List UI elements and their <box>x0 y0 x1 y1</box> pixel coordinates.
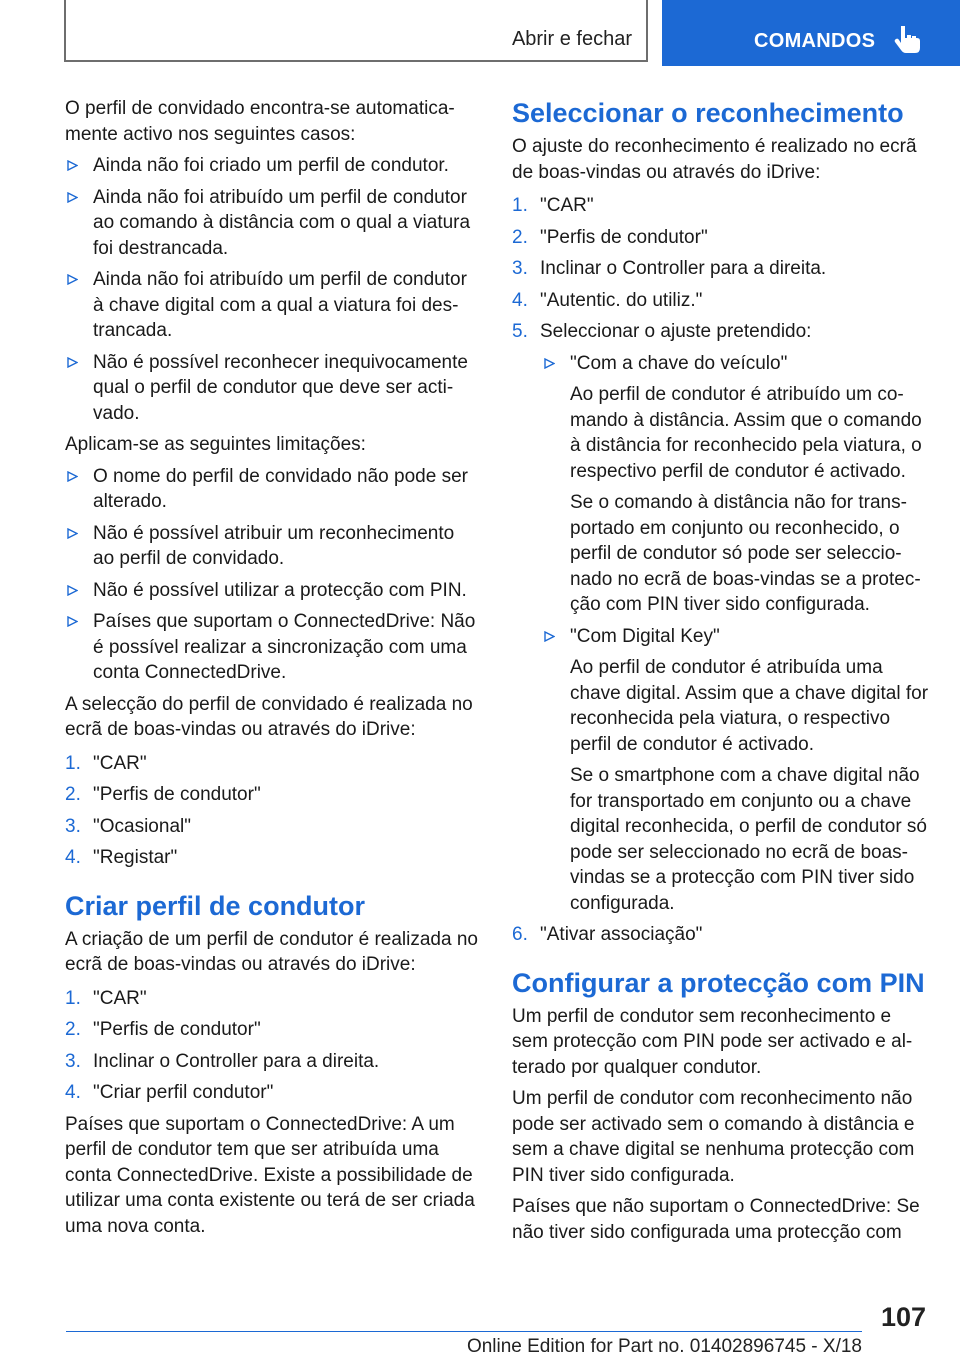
right-column <box>512 96 932 1251</box>
section-heading: Criar perfil de condutor <box>65 890 366 921</box>
list-item: 3. Inclinar o Controller para a direita. <box>65 1050 380 1072</box>
pin-paragraph: Países que não suportam o ConnectedDrive: Se não tiver sido configurada uma protecção com <box>512 1196 920 1243</box>
sub-paragraph: Se o smartphone com a chave digital não for transportado em conjunto ou a chave digital reconhecida, o perfil de condutor só pode ser seleccionado no ecrã de boas-vindas se a protecção com PIN tiver sido configurada. <box>570 765 928 914</box>
page-header <box>0 0 960 66</box>
section-header-box <box>64 0 648 62</box>
list-item: 4. "Criar perfil condutor" <box>65 1082 274 1103</box>
triangle-bullet-icon <box>67 585 78 596</box>
list-item: 6. "Ativar associação" <box>512 924 703 945</box>
triangle-bullet-icon <box>67 160 78 171</box>
bullet-item: Não é possível reconhecer inequivocamente qual o perfil de condutor que deve ser acti-vado. <box>65 350 479 427</box>
list-item: 2. "Perfis de condutor" <box>65 1019 261 1040</box>
bullet-item: Não é possível utilizar a protecção com PIN. <box>65 578 479 604</box>
pin-paragraph: Um perfil de condutor sem reconhecimento e sem protecção com PIN pode ser activado e al-terado por qualquer condutor. <box>512 1005 913 1078</box>
connecteddrive-note: Países que suportam o ConnectedDrive: A um perfil de condutor tem que ser atribuída uma conta ConnectedDrive. Existe a possibilidade de utilizar uma conta existente ou terá de ser criada uma nova conta. <box>65 1113 475 1237</box>
section-heading: Configurar a protecção com PIN <box>512 967 925 998</box>
bullet-item: "Com Digital Key" <box>542 624 932 650</box>
recognition-intro: O ajuste do reconhecimento é realizado no ecrã de boas-vindas ou através do iDrive: <box>512 136 917 183</box>
footer-divider <box>66 1331 862 1332</box>
left-column <box>65 96 479 1245</box>
section-heading: Seleccionar o reconhecimento <box>512 98 904 128</box>
triangle-bullet-icon <box>67 192 78 203</box>
list-item: 2. "Perfis de condutor" <box>512 226 708 248</box>
footer-text: Online Edition for Part no. 01402896745 - X/18 <box>466 1336 862 1357</box>
triangle-bullet-icon <box>67 528 78 539</box>
list-item: 3. "Ocasional" <box>65 815 191 837</box>
bullet-item: O nome do perfil de convidado não pode ser alterado. <box>65 464 479 515</box>
sub-paragraph: Se o comando à distância não for trans-portado em conjunto ou reconhecido, o perfil de condutor só pode ser seleccio-nado no ecrã de boas-vindas se a protec-ção com PIN tiver sido configurada. <box>570 492 921 615</box>
bullet-item: "Com a chave do veículo" <box>542 351 932 377</box>
list-item: 4. "Registar" <box>65 847 178 868</box>
pin-paragraph: Um perfil de condutor com reconhecimento não pode ser activado sem o comando à distância e sem a chave digital se nenhuma protecção com PIN tiver sido configurada. <box>512 1088 915 1186</box>
triangle-bullet-icon <box>67 471 78 482</box>
sub-paragraph: Ao perfil de condutor é atribuída uma chave digital. Assim que a chave digital for reconhecida pela viatura, o respectivo perfil de condutor é activado. <box>570 657 929 755</box>
list-item: 2. "Perfis de condutor" <box>65 784 261 805</box>
triangle-bullet-icon <box>67 274 78 285</box>
sub-paragraph: Ao perfil de condutor é atribuído um co-mando à distância. Assim que o comando à distância for reconhecido pela viatura, o respectivo perfil de condutor é activado. <box>570 384 922 482</box>
list-item: 5. Seleccionar o ajuste pretendido: <box>512 321 812 342</box>
limitations-intro: Aplicam-se as seguintes limitações: <box>65 434 366 455</box>
bullet-item: Ainda não foi atribuído um perfil de condutor ao comando à distância com o qual a viatura foi destrancada. <box>65 185 479 262</box>
bullet-item: Ainda não foi criado um perfil de condutor. <box>65 153 479 179</box>
guest-profile-intro: O perfil de convidado encontra-se automatica-mente activo nos seguintes casos: <box>65 98 455 145</box>
bullet-item: Países que suportam o ConnectedDrive: Não é possível realizar a sincronização com uma conta ConnectedDrive. <box>65 609 479 686</box>
list-item: 1. "CAR" <box>65 987 147 1009</box>
chapter-tab <box>662 0 960 66</box>
list-item: 3. Inclinar o Controller para a direita. <box>512 258 827 279</box>
list-item: 1. "CAR" <box>512 195 594 216</box>
triangle-bullet-icon <box>67 357 78 368</box>
list-item: 1. "CAR" <box>65 752 147 774</box>
section-title: Abrir e fechar <box>511 28 632 50</box>
triangle-bullet-icon <box>544 358 555 369</box>
page-number: 107 <box>880 1302 926 1332</box>
triangle-bullet-icon <box>544 631 555 642</box>
create-profile-intro: A criação de um perfil de condutor é realizada no ecrã de boas-vindas ou através do iDrive: <box>65 928 478 975</box>
guest-selection-intro: A selecção do perfil de convidado é realizada no ecrã de boas-vindas ou através do iDrive: <box>65 693 473 740</box>
triangle-bullet-icon <box>67 616 78 627</box>
pointing-hand-icon <box>894 24 920 54</box>
bullet-item: Ainda não foi atribuído um perfil de condutor à chave digital com a qual a viatura foi des-trancada. <box>65 267 479 344</box>
list-item: 4. "Autentic. do utiliz." <box>512 289 703 311</box>
bullet-item: Não é possível atribuir um reconhecimento ao perfil de convidado. <box>65 521 479 572</box>
chapter-title: COMANDOS <box>754 30 876 52</box>
